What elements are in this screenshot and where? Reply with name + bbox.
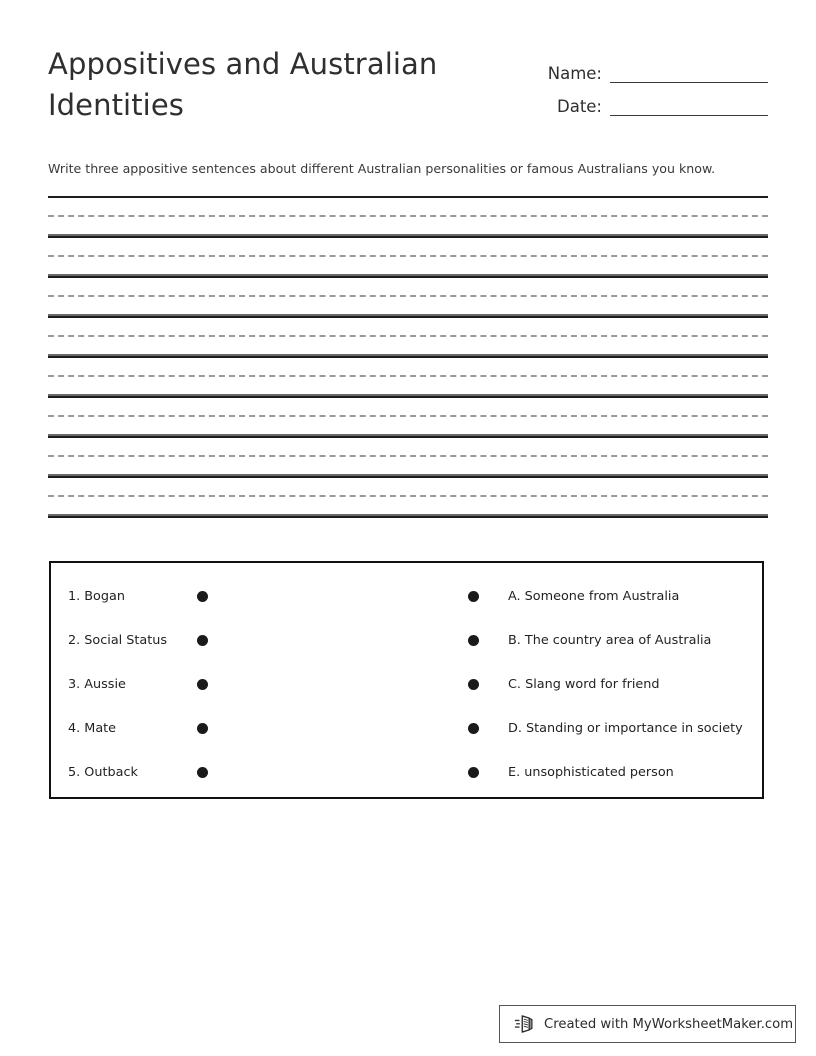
writing-rule-mid: [48, 415, 768, 417]
writing-rule-top: [48, 396, 768, 398]
writing-line-group[interactable]: [48, 236, 768, 276]
writing-line-group[interactable]: [48, 316, 768, 356]
page-title: Appositives and Australian Identities: [48, 47, 438, 122]
matching-term-label: 1. Bogan: [68, 589, 125, 604]
name-field-row: [498, 50, 768, 83]
matching-left-dot[interactable]: [197, 723, 208, 734]
matching-right-dot[interactable]: [468, 591, 479, 602]
badge-label: Created with MyWorksheetMaker.com: [544, 1016, 794, 1032]
matching-exercise-box: [49, 561, 764, 799]
worksheet-maker-logo-icon: [514, 1013, 536, 1035]
matching-right-dot[interactable]: [468, 767, 479, 778]
instruction-text: Write three appositive sentences about different Australian personalities or famous Australians you know.: [48, 161, 716, 176]
matching-row: [51, 759, 762, 803]
writing-rule-top: [48, 196, 768, 198]
date-field-row: [498, 83, 768, 116]
matching-term-label: 5. Outback: [68, 765, 138, 780]
matching-left-dot[interactable]: [197, 591, 208, 602]
writing-rule-top: [48, 236, 768, 238]
matching-definition-label: C. Slang word for friend: [508, 677, 660, 692]
matching-right-dot[interactable]: [468, 635, 479, 646]
writing-rule-mid: [48, 455, 768, 457]
matching-definition-label: A. Someone from Australia: [508, 589, 680, 604]
writing-rule-top: [48, 356, 768, 358]
name-date-fields: [498, 50, 768, 116]
date-label: Date:: [557, 97, 602, 116]
date-input-line[interactable]: [610, 95, 768, 116]
writing-rule-top: [48, 276, 768, 278]
writing-rule-mid: [48, 215, 768, 217]
matching-term-label: 3. Aussie: [68, 677, 126, 692]
name-input-line[interactable]: [610, 62, 768, 83]
matching-definition-label: D. Standing or importance in society: [508, 721, 743, 736]
matching-row: [51, 583, 762, 627]
worksheet-header: [48, 44, 768, 140]
writing-line-group[interactable]: [48, 396, 768, 436]
matching-left-dot[interactable]: [197, 767, 208, 778]
writing-line-group[interactable]: [48, 436, 768, 476]
writing-rule-top: [48, 316, 768, 318]
matching-rows: [51, 583, 762, 803]
writing-rule-final: [48, 516, 768, 518]
writing-rule-mid: [48, 495, 768, 497]
writing-rule-mid: [48, 335, 768, 337]
matching-term-label: 2. Social Status: [68, 633, 168, 648]
writing-rule-top: [48, 476, 768, 478]
writing-rule-mid: [48, 295, 768, 297]
matching-definition-label: E. unsophisticated person: [508, 765, 674, 780]
matching-row: [51, 627, 762, 671]
writing-rule-mid: [48, 375, 768, 377]
writing-rule-mid: [48, 255, 768, 257]
writing-line-group[interactable]: [48, 276, 768, 316]
matching-left-dot[interactable]: [197, 635, 208, 646]
matching-left-dot[interactable]: [197, 679, 208, 690]
matching-row: [51, 715, 762, 759]
matching-definition-label: B. The country area of Australia: [508, 633, 712, 648]
name-label: Name:: [547, 64, 602, 83]
writing-line-group[interactable]: [48, 356, 768, 396]
matching-right-dot[interactable]: [468, 679, 479, 690]
matching-right-dot[interactable]: [468, 723, 479, 734]
writing-line-group[interactable]: [48, 196, 768, 236]
writing-lines-area[interactable]: [48, 196, 768, 516]
writing-rule-top: [48, 436, 768, 438]
matching-row: [51, 671, 762, 715]
writing-line-group[interactable]: [48, 476, 768, 516]
created-with-badge[interactable]: [499, 1005, 796, 1043]
matching-term-label: 4. Mate: [68, 721, 117, 736]
